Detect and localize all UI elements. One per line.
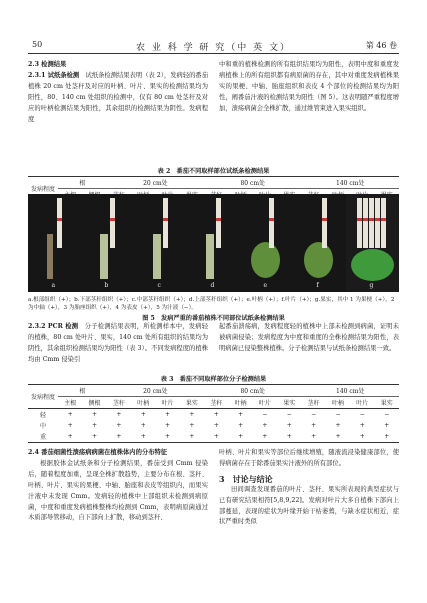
table-cell: + [67,422,73,429]
figure5-panel-g [346,194,399,292]
table-cell: + [228,431,252,443]
table3-subheader: 叶柄 [228,397,252,409]
table-cell: + [204,431,228,443]
right-column-1 [219,60,399,115]
figure5-panel-b [81,194,134,292]
left-column-2 [28,322,208,366]
journal-title: 农 业 科 学 研 究（中 英 文） [135,43,292,53]
table-cell: + [213,422,219,429]
figure5-caption: 图 5 发病严重的番茄植株不同部位试纸条检测结果 [142,315,285,322]
figure5-panel-a [28,194,81,292]
table3-caption: 表 3 番茄不同取样部位分子检测结果 [160,376,267,383]
table-row [28,431,399,443]
table-cell: + [238,422,244,429]
table-cell: + [155,431,179,443]
figure5-panel-d [187,194,240,292]
table3-subheader: 叶片 [350,397,374,409]
table-cell: + [374,431,399,443]
table-cell: + [82,431,106,443]
table3-subheader: 叶柄 [326,397,350,409]
table-cell: + [350,431,374,443]
table-cell: + [131,431,155,443]
table-cell: + [165,422,171,429]
test-line [363,218,368,221]
row-label: 重 [28,431,58,443]
table-cell: + [189,422,195,429]
table-cell: − [286,411,292,418]
leaf-tissue [304,242,333,278]
table-cell: + [301,431,325,443]
left-column-1 [28,60,208,125]
row-label: 轻 [39,412,46,419]
panel-label: a [51,282,56,289]
paragraph: 试纸条检测结果表明（表 2），发病轻的番茄植株 20 cm 处茎秆及对应的叶柄、叶片、果实的检测结果均为阳性，80、140 cm 处组织的检测中，仅有 80 cm 处茎秆及对应的叶柄检测结果为阳性，其余组织的检测结果为阴性。发病程度 [28,71,209,123]
table-cell: + [180,431,204,443]
plant-tissue [153,234,161,279]
table3-subheader: 茎秆 [204,397,228,409]
table3-subheader: 茎秆 [301,397,325,409]
test-strip [57,198,62,248]
test-strip [216,198,221,248]
table-cell: + [277,431,301,443]
plant-tissue [47,234,53,279]
test-strip [357,198,362,248]
table-cell: + [253,431,277,443]
test-strip [369,198,374,248]
table3-subheader: 果实 [180,397,204,409]
plant-tissue [100,234,108,279]
table-cell: + [67,411,73,418]
table-cell: + [311,422,317,429]
test-line [375,218,380,221]
subsection-heading: 2.3.1 试纸条检测 [28,71,80,79]
figure5-legend-text: a.根部组织（+）；b.下部茎秆组织（+）；c.中部茎秆组织（+）；d.上部茎秆组织（+）；e.叶柄（+）；f.叶片（+）；g.果实，其中 1 为果梗（+），2 为中轴（+），3 为胎座组织（+），4 为表皮（+），5 为汁液（−）。 [28,297,395,311]
test-line [381,218,386,221]
test-strip [381,198,386,248]
table-cell: + [238,411,244,418]
test-line [110,218,115,221]
panel-label: c [157,282,161,289]
table-cell: + [140,422,146,429]
table3-subheader: 叶片 [155,397,179,409]
left-column-3 [28,448,208,524]
table-cell: + [189,411,195,418]
panel-label: e [263,282,268,289]
test-line [57,218,62,221]
right-column-3 [219,448,399,528]
test-strip [322,198,327,248]
table3-header-degree: 发病程度 [28,385,58,409]
subsection-heading: 2.4 番茄细菌性溃疡病病菌在植株体内的分布特征 [28,449,168,456]
figure5-panel-e [240,194,293,292]
table-cell: − [262,411,268,418]
table2-header-group: 80 cm处 [204,177,301,189]
table-cell: + [116,411,122,418]
test-line [322,218,327,221]
table-cell: + [286,422,292,429]
table-cell: + [116,422,122,429]
table3-header-group: 根 [58,385,107,397]
figure5-panel-f [293,194,346,292]
table3-subheader: 侧根 [82,397,106,409]
table-cell: + [92,411,98,418]
table3 [28,384,399,443]
table-cell: + [107,431,131,443]
paragraph: 中和重的植株检测的所有组织结果均为阳性，表明中度和重度发病植株上的所有组织都有病原菌的存在，其中对重度发病植株果实的果梗、中轴、胎座组织和表皮 4 个部位的检测结果均为阳性，阐番茄汁液的检测结果为阳性（图 5）。这表明随严重程度增加，溃疡病菌会全株扩散，通过维管束进入果实组织。 [219,61,399,112]
test-line [163,218,168,221]
table3-subheader: 主根 [58,397,82,409]
table-cell: − [384,411,390,418]
table-row [28,409,399,421]
table-cell: + [335,422,341,429]
table-cell: + [92,422,98,429]
table3-header-group: 140 cm处 [301,385,399,397]
table2-header-degree: 发病程度 [28,177,58,201]
table3-subheader: 果实 [374,397,399,409]
table-cell: + [165,411,171,418]
table-cell: + [384,422,390,429]
table-cell: + [58,431,82,443]
table-cell: + [326,431,350,443]
panel-label: g [369,282,374,289]
table3-subheader: 叶柄 [131,397,155,409]
test-strip [375,198,380,248]
header-rule [28,53,399,54]
test-line [216,218,221,221]
table-cell: − [359,411,365,418]
page-number: 50 [32,40,43,49]
table-cell: + [359,422,365,429]
test-strip [363,198,368,248]
leaf-tissue [251,242,280,278]
subsection-heading: 2.3.2 PCR 检测 [28,323,79,330]
figure5-panel-c [134,194,187,292]
running-header [0,0,427,53]
table-cell: + [140,411,146,418]
table-cell: + [213,411,219,418]
section-heading: 2.3 检测结果 [28,61,67,68]
test-line [269,218,274,221]
paragraph: 起番茄溃疡病，发病程度轻的植株中上部未检测到病菌，证明未被病菌侵染；发病程度为中度和重度的全株检测结果为阳性，表明病菌已侵染整株植株。分子检测结果与试纸条检测结果一致。 [219,323,399,352]
test-line [357,218,362,221]
figure5-note [28,296,399,323]
table-cell: − [335,411,341,418]
table3-header-group: 80 cm处 [204,385,301,397]
plant-tissue [206,234,214,279]
paragraph: 田间调查发现番茄的叶片、茎秆、果实所表现的典型症状与已有研究结果相符[5,8,9,22]。发病对叶片大多自植株下部向上部蔓延，表现的症状为叶缘开始干枯萎蔫，与缺水症状相近，症状严重时类似 [219,485,399,526]
test-strip [110,198,115,248]
panel-label: b [104,282,109,289]
test-strip [163,198,168,248]
paragraph: 叶柄、叶片和果实等部位后继续增殖，随液流浸染健康部位，使得病菌存在于除番茄果实汁液外的所有部位。 [219,449,399,467]
figure5-photo-panel [28,194,399,292]
section-heading: 3 讨论与结论 [219,473,273,484]
table2-header-group: 20 cm处 [107,177,204,189]
paragraph: 分子检测结果表明，所检测样本中，发病轻的植株，80 cm 处叶片、果实，140 cm 处所有组织的结果均为阴性，其余组织检测结果均为阳性（表 3）。不同发病程度的植株均由 Cmm 侵染引 [28,323,208,363]
table3-subheader: 茎秆 [107,397,131,409]
table3-header-group: 20 cm处 [107,385,204,397]
paragraph: 根据胶体金试纸条和分子检测结果，番茄受到 Cmm 侵染后，随着程度加重，呈现全株扩散趋势，主要分布在根、茎秆、叶柄、叶片、果实的果梗、中轴、胎座和表皮等组织内，而果实汁液中未发现 Cmm。发病轻的植株中上部组织未检测到病原菌，中度和重度发病植株整株均检测到 Cmm，表明病原菌通过木质部导管移动，自下部向上扩散，移动到茎秆、 [28,459,208,522]
row-label: 中 [39,423,46,430]
panel-label: d [210,282,215,289]
test-strip [269,198,274,248]
panel-label: f [316,282,319,289]
fruit-tissue [351,249,393,281]
table3-subheader: 果实 [277,397,301,409]
volume-label: 第 46 卷 [365,41,397,50]
table-cell: + [262,422,268,429]
table-row [28,420,399,431]
table2-caption: 表 2 番茄不同取样部位试纸条检测结果 [157,168,270,175]
table2-header-group: 140 cm处 [301,177,399,189]
table-cell: − [311,411,317,418]
test-line [369,218,374,221]
table2-header-group: 根 [58,177,107,189]
right-column-2 [219,322,399,355]
table3-subheader: 叶片 [253,397,277,409]
